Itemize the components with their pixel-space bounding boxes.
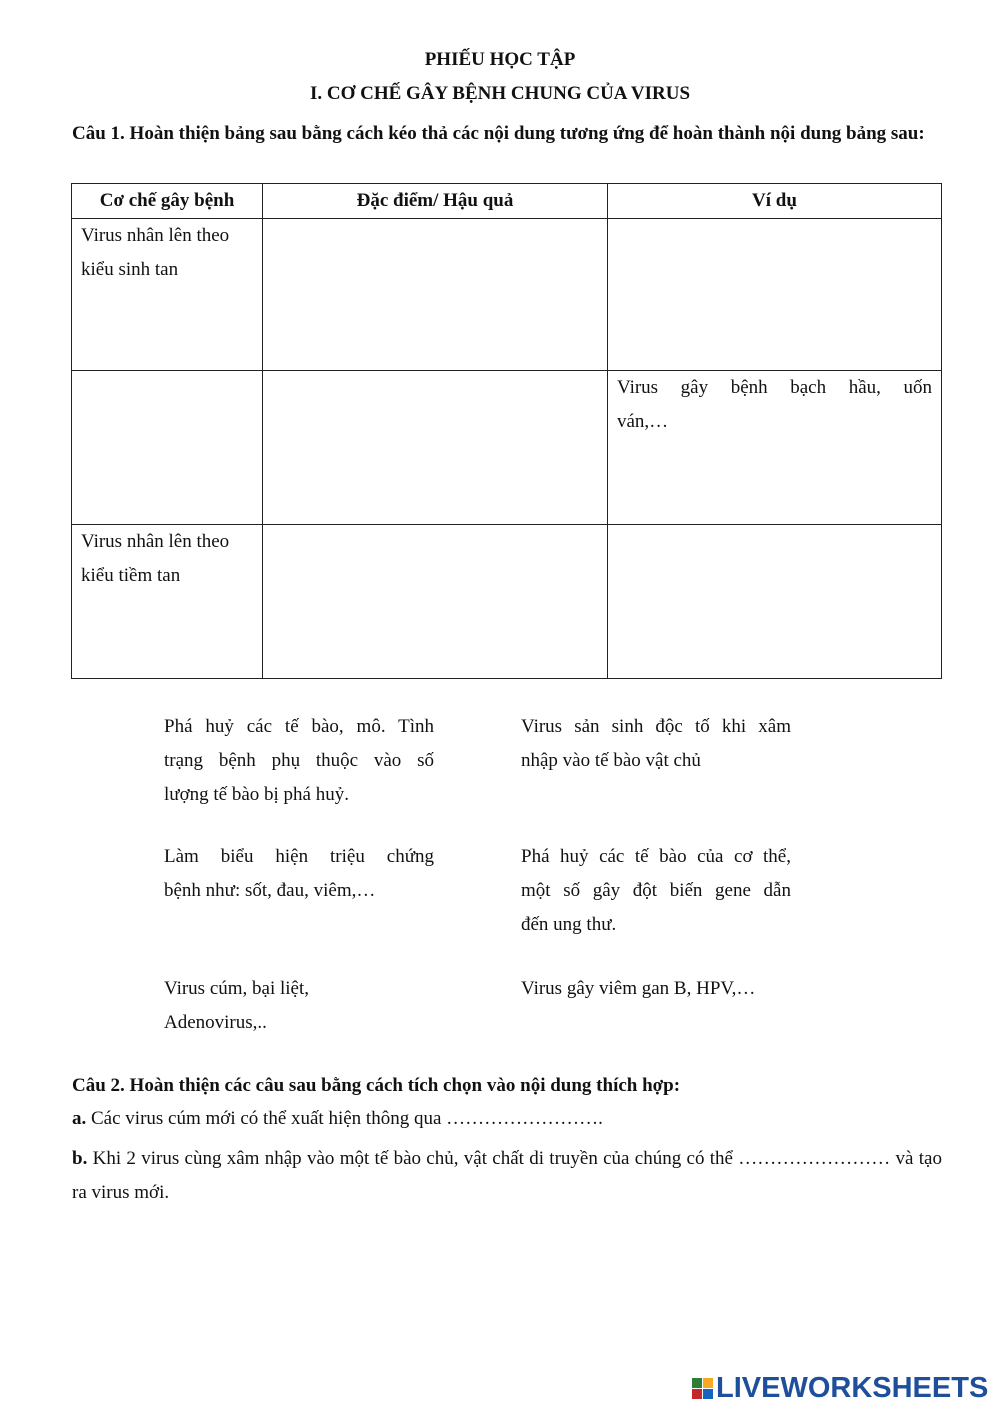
drag-item-cancer[interactable]	[521, 840, 791, 942]
drag-item-line: Virus cúm, bại liệt,	[164, 978, 310, 999]
drag-item-line: lượng tế bào bị phá huỷ.	[164, 784, 349, 805]
mechanism-text-line: Virus nhân lên theo	[81, 225, 230, 246]
question-2a	[72, 1108, 942, 1130]
mechanism-table	[71, 183, 942, 679]
drag-item-hepatitis-hpv[interactable]	[521, 972, 791, 1006]
liveworksheets-logo-icon	[692, 1378, 713, 1399]
drag-item-line: Virus gây viêm gan B, HPV,…	[521, 978, 756, 999]
mechanism-cell	[72, 525, 263, 679]
mechanism-text-line: kiểu sinh tan	[81, 259, 179, 280]
example-cell	[608, 371, 942, 525]
table-row	[72, 525, 942, 679]
page-title: PHIẾU HỌC TẬP	[424, 49, 576, 70]
mechanism-cell	[72, 219, 263, 371]
question-2-prompt: Câu 2. Hoàn thiện các câu sau bằng cách tích chọn vào nội dung thích hợp:	[72, 1075, 681, 1096]
header-mechanism: Cơ chế gây bệnh	[72, 184, 263, 219]
effect-drop-zone[interactable]	[263, 525, 608, 679]
example-drop-zone[interactable]	[608, 219, 942, 371]
header-example: Ví dụ	[608, 184, 942, 219]
mechanism-text-line: Virus nhân lên theo	[81, 531, 230, 552]
drag-item-line: nhập vào tế bào vật chủ	[521, 750, 701, 771]
drag-item-line: Phá huỷ các tế bào, mô. Tình	[164, 716, 434, 737]
drag-item-symptoms[interactable]	[164, 840, 434, 908]
drag-item-line: trạng bệnh phụ thuộc vào số	[164, 750, 434, 771]
drag-item-flu-polio[interactable]	[164, 972, 434, 1040]
header-effect: Đặc điểm/ Hậu quả	[263, 184, 608, 219]
table-header-row	[72, 184, 942, 219]
question-2b-text[interactable]: Khi 2 virus cùng xâm nhập vào một tế bào chủ, vật chất di truyền của chúng có thể …………………… và tạo ra virus mới.	[72, 1148, 942, 1203]
question-1-prompt: Câu 1. Hoàn thiện bảng sau bằng cách kéo thả các nội dung tương ứng để hoàn thành nội dung bảng sau:	[72, 123, 925, 144]
question-2a-label: a.	[72, 1108, 87, 1129]
example-text-line: ván,…	[617, 411, 669, 432]
example-text-line: Virus gây bệnh bạch hầu, uốn	[617, 377, 932, 398]
mechanism-text-line: kiểu tiềm tan	[81, 565, 181, 586]
drag-item-line: Virus sản sinh độc tố khi xâm	[521, 716, 791, 737]
drag-item-line: Phá huỷ các tế bào của cơ thể,	[521, 846, 791, 867]
question-2a-text[interactable]: Các virus cúm mới có thể xuất hiện thông qua …………………….	[91, 1108, 603, 1129]
liveworksheets-logo[interactable]	[692, 1372, 988, 1405]
effect-drop-zone[interactable]	[263, 371, 608, 525]
section-title: I. CƠ CHẾ GÂY BỆNH CHUNG CỦA VIRUS	[309, 83, 691, 104]
question-2b-label: b.	[72, 1148, 88, 1169]
liveworksheets-logo-text: LIVEWORKSHEETS	[716, 1372, 989, 1404]
example-drop-zone[interactable]	[608, 525, 942, 679]
mechanism-drop-zone[interactable]	[72, 371, 263, 525]
effect-drop-zone[interactable]	[263, 219, 608, 371]
drag-item-line: bệnh như: sốt, đau, viêm,…	[164, 880, 376, 901]
table-row	[72, 371, 942, 525]
drag-item-toxin[interactable]	[521, 710, 791, 778]
drag-item-line: Làm biểu hiện triệu chứng	[164, 846, 434, 867]
drag-item-line: đến ung thư.	[521, 914, 617, 935]
drag-item-destroy-tissue[interactable]	[164, 710, 434, 812]
drag-item-line: một số gây đột biến gene dẫn	[521, 880, 791, 901]
table-row	[72, 219, 942, 371]
drag-item-line: Adenovirus,..	[164, 1012, 267, 1033]
question-2b	[72, 1142, 942, 1210]
